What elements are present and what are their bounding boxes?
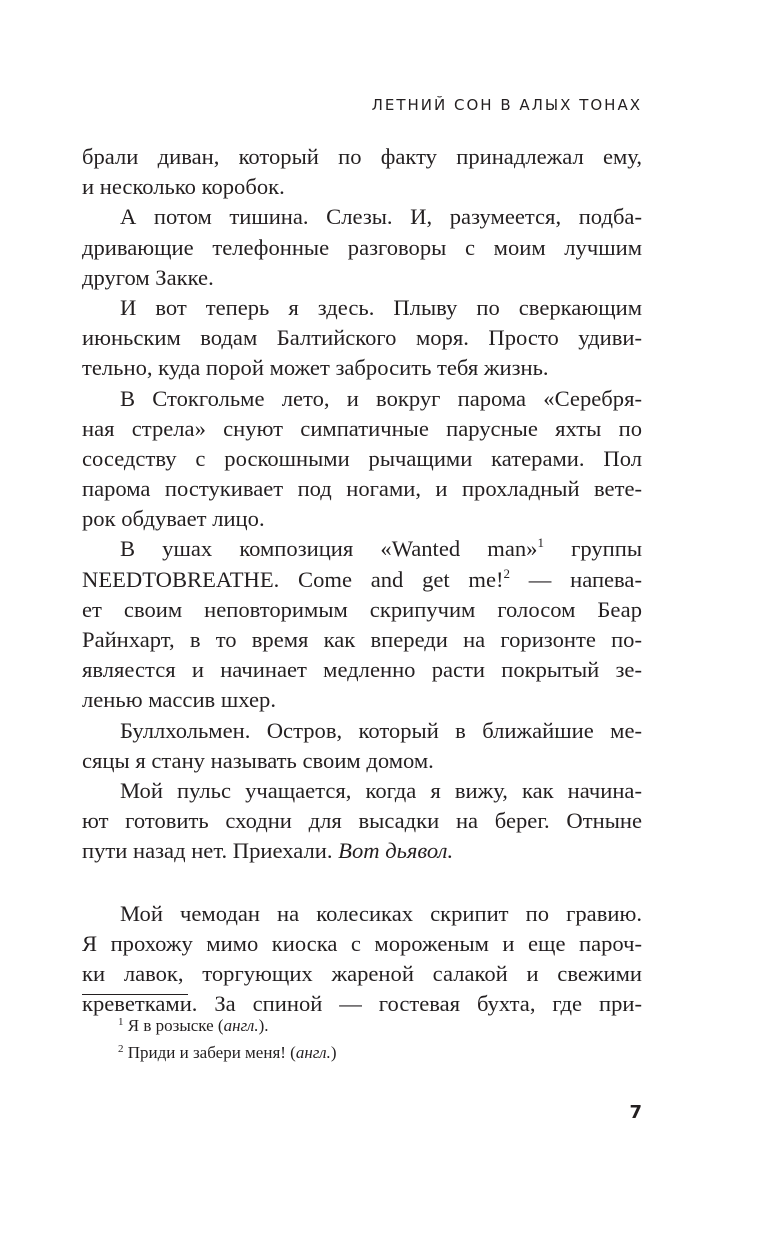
text-segment: Я в розыске ( <box>123 1016 224 1035</box>
text-line: парома постукивает под ногами, и прохладный вете- <box>82 476 642 502</box>
text-line: креветками. За спиной — гостевая бухта, где при- <box>82 991 642 1017</box>
italic-text: Вот дьявол. <box>338 838 454 864</box>
text-line: А потом тишина. Слезы. И, разумеется, подба- <box>120 204 642 230</box>
text-line: В Стокгольме лето, и вокруг парома «Серебря- <box>120 385 642 411</box>
footnote-number: 2 <box>118 1043 124 1055</box>
footnote <box>118 1012 337 1039</box>
body-text <box>82 142 642 1019</box>
text-segment: пути назад нет. Приехали. <box>82 838 339 864</box>
text-line: ленью массив шхер. <box>82 687 276 713</box>
page-number: 7 <box>629 1102 642 1123</box>
running-header: ЛЕТНИЙ СОН В АЛЫХ ТОНАХ <box>371 96 642 114</box>
text-line: являестся и начинает медленно расти покрытый зе- <box>82 657 642 683</box>
text-line: соседству с роскошными рычащими катерами. Пол <box>82 445 642 471</box>
text-segment: группы <box>543 536 642 562</box>
text-line: И вот теперь я здесь. Плыву по сверкающим <box>120 294 642 320</box>
italic-text: англ. <box>223 1016 259 1035</box>
text-line: рок обдувает лицо. <box>82 506 265 532</box>
text-line: тельно, куда порой может забросить тебя жизнь. <box>82 355 549 381</box>
footnote <box>118 1039 337 1066</box>
section-break <box>82 867 642 899</box>
text-line: ная стрела» снуют симпатичные парусные яхты по <box>82 415 642 441</box>
text-segment: В ушах композиция «Wanted man» <box>120 536 538 562</box>
text-segment: — напева- <box>510 566 642 592</box>
text-line: другом Закке. <box>82 264 214 290</box>
text-line: июньским водам Балтийского моря. Просто удиви- <box>82 325 642 351</box>
footnote-ref: 2 <box>503 565 511 581</box>
italic-text: англ. <box>295 1043 331 1062</box>
text-line: Мой чемодан на колесиках скрипит по гравию. <box>120 900 642 926</box>
text-line: Мой пульс учащается, когда я вижу, как начина- <box>120 777 642 803</box>
text-line <box>82 836 642 866</box>
text-line: ки лавок, торгующих жареной салакой и свежими <box>82 960 642 986</box>
text-segment: ). <box>258 1016 269 1035</box>
footnote-ref: 1 <box>537 535 544 551</box>
text-line: брали диван, который по факту принадлежал ему, <box>82 144 642 169</box>
footnotes <box>118 1012 337 1066</box>
footnote-divider <box>82 994 188 995</box>
text-line: ет своим неповторимым скрипучим голосом Беар <box>82 596 642 622</box>
text-line: сяцы я стану называть своим домом. <box>82 747 434 773</box>
text-line: дривающие телефонные разговоры с моим лучшим <box>82 234 642 260</box>
text-segment: Приди и забери меня! ( <box>123 1043 296 1062</box>
text-line: Я прохожу мимо киоска с мороженым и еще пароч- <box>82 930 642 956</box>
footnote-number: 1 <box>118 1016 124 1028</box>
text-line: и несколько коробок. <box>82 174 285 200</box>
text-line: Буллхольмен. Остров, который в ближайшие ме- <box>120 717 642 743</box>
text-line: Райнхарт, в то время как впереди на горизонте по- <box>82 627 642 652</box>
text-segment: NEEDTOBREATHE. Come and get me! <box>82 566 504 592</box>
text-segment: ) <box>330 1043 337 1062</box>
text-line: ют готовить сходни для высадки на берег. Отныне <box>82 808 642 834</box>
text-line <box>82 534 642 564</box>
text-line <box>82 565 642 595</box>
